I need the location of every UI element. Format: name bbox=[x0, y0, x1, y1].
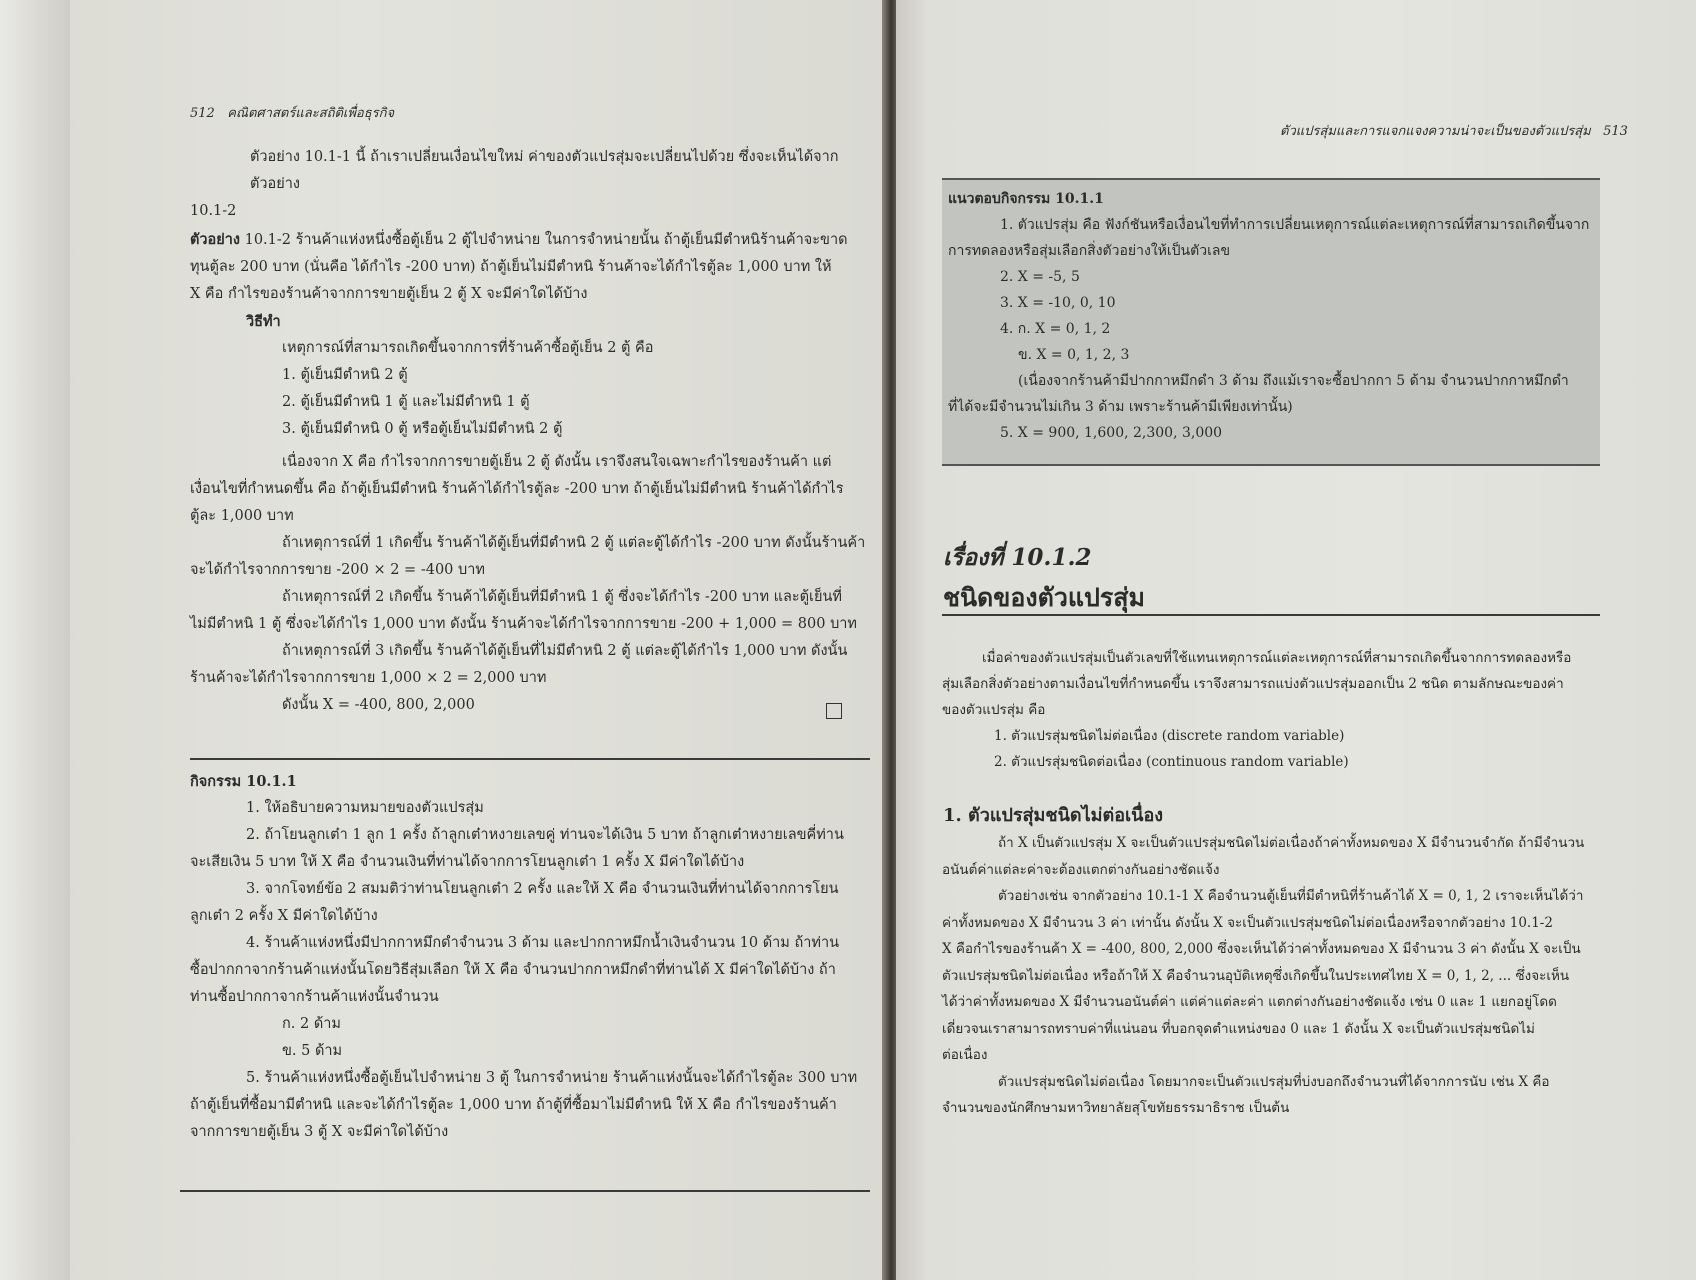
text-line: เดี่ยวจนเราสามารถทราบค่าที่แน่นอน ที่บอกจุดตำแหน่งของ 0 และ 1 ดังนั้น X จะเป็นตัวแปรสุ่มชนิดไม่ bbox=[942, 1020, 1535, 1037]
text-line: ที่ได้จะมีจำนวนไม่เกิน 3 ด้าม เพราะร้านค้ามีเพียงเท่านั้น) bbox=[948, 399, 1293, 415]
divider bbox=[180, 1190, 870, 1192]
end-of-example-box-icon bbox=[826, 703, 842, 719]
text-line: ไม่มีตำหนิ 1 ตู้ ซึ่งจะได้กำไร 1,000 บาท ดังนั้น ร้านค้าจะได้กำไรจากการขาย -200 + 1,000 = 800 บาท bbox=[190, 616, 857, 632]
answer-box-title: แนวตอบกิจกรรม 10.1.1 bbox=[948, 191, 1104, 207]
divider bbox=[190, 758, 870, 760]
text-line: เงื่อนไขที่กำหนดขึ้น คือ ถ้าตู้เย็นมีตำหนิ ร้านค้าได้กำไรตู้ละ -200 บาท ถ้าตู้เย็นไม่มีตำหนิ ร้านค้าได้กำไร bbox=[190, 481, 844, 497]
text-line: เหตุการณ์ที่สามารถเกิดขึ้นจากการที่ร้านค้าซื้อตู้เย็น 2 ตู้ คือ bbox=[282, 340, 654, 356]
list-item: 4. ร้านค้าแห่งหนึ่งมีปากกาหมึกดำจำนวน 3 ด้าม และปากกาหมึกน้ำเงินจำนวน 10 ด้าม ถ้าท่าน bbox=[246, 935, 839, 951]
list-item: 3. จากโจทย์ข้อ 2 สมมติว่าท่านโยนลูกเต๋า 2 ครั้ง และให้ X คือ จำนวนเงินที่ท่านได้จากการโยน bbox=[246, 881, 839, 897]
text-line: X คือกำไรของร้านค้า X = -400, 800, 2,000 ซึ่งจะเห็นได้ว่าค่าทั้งหมดของ X มีจำนวน 3 ค่า ดังนั้น X จะเป็น bbox=[942, 941, 1581, 957]
text-line: ถ้า X เป็นตัวแปรสุ่ม X จะเป็นตัวแปรสุ่มชนิดไม่ต่อเนื่องถ้าค่าทั้งหมดของ X มีจำนวนจำกัด ถ้ามีจำนวน bbox=[998, 835, 1585, 851]
list-item: ข. 5 ด้าม bbox=[282, 1043, 343, 1059]
text-line: ถ้าเหตุการณ์ที่ 3 เกิดขึ้น ร้านค้าได้ตู้เย็นที่ไม่มีตำหนิ 2 ตู้ แต่ละตู้ได้กำไร 1,000 บาท ดังนั้น bbox=[282, 643, 848, 659]
example-label: ตัวอย่าง bbox=[190, 231, 240, 248]
list-item: 2. ตัวแปรสุ่มชนิดต่อเนื่อง (continuous random variable) bbox=[994, 754, 1349, 770]
text-line: จะเสียเงิน 5 บาท ให้ X คือ จำนวนเงินที่ท่านได้จากการโยนลูกเต๋า 1 ครั้ง X มีค่าใดได้บ้าง bbox=[190, 854, 745, 870]
text-line: ตัวแปรสุ่มชนิดไม่ต่อเนื่อง หรือถ้าให้ X คือจำนวนอุบัติเหตุซึ่งเกิดขึ้นในประเทศไทย X = 0, 1, 2, ... ซึ่งจะเห็น bbox=[942, 967, 1570, 984]
text-line: ต่อเนื่อง bbox=[942, 1047, 988, 1063]
text-line: จำนวนของนักศึกษามหาวิทยาลัยสุโขทัยธรรมาธิราช เป็นต้น bbox=[942, 1100, 1290, 1116]
subsection-title: 1. ตัวแปรสุ่มชนิดไม่ต่อเนื่อง bbox=[943, 805, 1164, 826]
text-line: (เนื่องจากร้านค้ามีปากกาหมึกดำ 3 ด้าม ถึงแม้เราจะซื้อปากกา 5 ด้าม จำนวนปากกาหมึกดำ bbox=[1018, 373, 1569, 389]
page-number: 512 bbox=[190, 106, 215, 121]
text-line: ดังนั้น X = -400, 800, 2,000 bbox=[282, 697, 475, 713]
text-line: 10.1-2 ร้านค้าแห่งหนึ่งซื้อตู้เย็น 2 ตู้ไปจำหน่าย ในการจำหน่ายนั้น ถ้าตู้เย็นมีตำหนิร้านค้าจะขาด bbox=[240, 232, 848, 248]
intro-paragraph bbox=[190, 144, 880, 225]
text-line: ตัวแปรสุ่มชนิดไม่ต่อเนื่อง โดยมากจะเป็นตัวแปรสุ่มที่บ่งบอกถึงจำนวนที่ได้จากการนับ เช่น X คือ bbox=[998, 1073, 1550, 1090]
section-intro bbox=[942, 645, 1602, 775]
text-line: ท่านซื้อปากกาจากร้านค้าแห่งนั้นจำนวน bbox=[190, 989, 439, 1005]
text-line: ร้านค้าจะได้กำไรจากการขาย 1,000 × 2 = 2,000 บาท bbox=[190, 670, 547, 686]
list-item: 1. ตู้เย็นมีตำหนิ 2 ตู้ bbox=[282, 367, 408, 383]
text-line: ถ้าตู้เย็นที่ซื้อมามีตำหนิ และจะได้กำไรตู้ละ 1,000 บาท ถ้าตู้ที่ซื้อมาไม่มีตำหนิ ให้ X คือ กำไรของร้านค้า bbox=[190, 1097, 837, 1113]
text-line: X คือ กำไรของร้านค้าจากการขายตู้เย็น 2 ตู้ X จะมีค่าใดได้บ้าง bbox=[190, 286, 588, 302]
list-item: 4. ก. X = 0, 1, 2 bbox=[1000, 321, 1111, 337]
section-title: ชนิดของตัวแปรสุ่ม bbox=[943, 583, 1146, 612]
list-item: 5. X = 900, 1,600, 2,300, 3,000 bbox=[1000, 425, 1223, 441]
text-line: เนื่องจาก X คือ กำไรจากการขายตู้เย็น 2 ตู้ ดังนั้น เราจึงสนใจเฉพาะกำไรของร้านค้า แต่ bbox=[282, 454, 832, 470]
text-line: ตู้ละ 1,000 บาท bbox=[190, 508, 294, 524]
left-header bbox=[190, 100, 394, 127]
list-item: ก. 2 ด้าม bbox=[282, 1016, 341, 1032]
text-line: 10.1-2 bbox=[190, 203, 237, 219]
text-line: ซื้อปากกาจากร้านค้าแห่งนั้นโดยวิธีสุ่มเลือก ให้ X คือ จำนวนปากกาหมึกดำที่ท่านได้ X มีค่าใดได้บ้าง ถ้า bbox=[190, 962, 836, 978]
text-line: จะได้กำไรจากการขาย -200 × 2 = -400 บาท bbox=[190, 562, 485, 578]
running-title: คณิตศาสตร์และสถิติเพื่อธุรกิจ bbox=[227, 106, 395, 121]
activity-title: กิจกรรม 10.1.1 bbox=[190, 773, 297, 790]
list-item: 2. ตู้เย็นมีตำหนิ 1 ตู้ และไม่มีตำหนิ 1 ตู้ bbox=[282, 394, 530, 410]
text-line: ของตัวแปรสุ่ม คือ bbox=[942, 702, 1046, 718]
activity-10-1-1 bbox=[190, 768, 880, 1146]
text-line: ถ้าเหตุการณ์ที่ 2 เกิดขึ้น ร้านค้าได้ตู้เย็นที่มีตำหนิ 1 ตู้ ซึ่งจะได้กำไร -200 บาท และตู้เย็นที่ bbox=[282, 589, 842, 605]
list-item: 3. ตู้เย็นมีตำหนิ 0 ตู้ หรือตู้เย็นไม่มีตำหนิ 2 ตู้ bbox=[282, 421, 563, 437]
subsection-body bbox=[942, 830, 1602, 1122]
list-item: 5. ร้านค้าแห่งหนึ่งซื้อตู้เย็นไปจำหน่าย 3 ตู้ ในการจำหน่าย ร้านค้าแห่งนั้นจะได้กำไรตู้ละ 300 บาท bbox=[246, 1070, 858, 1086]
running-title: ตัวแปรสุ่มและการแจกแจงความน่าจะเป็นของตัวแปรสุ่ม bbox=[1280, 124, 1591, 139]
text-line: ถ้าเหตุการณ์ที่ 1 เกิดขึ้น ร้านค้าได้ตู้เย็นที่มีตำหนิ 2 ตู้ แต่ละตู้ได้กำไร -200 บาท ดังนั้นร้านค้า bbox=[282, 535, 866, 551]
text-line: ตัวอย่างเช่น จากตัวอย่าง 10.1-1 X คือจำนวนตู้เย็นที่มีตำหนิที่ร้านค้าได้ X = 0, 1, 2 เราจะเห็นได้ว่า bbox=[998, 888, 1584, 904]
text-line: เมื่อค่าของตัวแปรสุ่มเป็นตัวเลขที่ใช้แทนเหตุการณ์แต่ละเหตุการณ์ที่สามารถเกิดขึ้นจากการทดลองหรือ bbox=[982, 650, 1572, 666]
text-line: ค่าทั้งหมดของ X มีจำนวน 3 ค่า เท่านั้น ดังนั้น X จะเป็นตัวแปรสุ่มชนิดไม่ต่อเนื่องหรือจากตัวอย่าง 10.1-2 bbox=[942, 914, 1553, 931]
list-item: 2. ถ้าโยนลูกเต๋า 1 ลูก 1 ครั้ง ถ้าลูกเต๋าหงายเลขคู่ ท่านจะได้เงิน 5 บาท ถ้าลูกเต๋าหงายเลขคี่ท่าน bbox=[246, 827, 844, 843]
text-line: สุ่มเลือกสิ่งตัวอย่างตามเงื่อนไขที่กำหนดขึ้น เราจึงสามารถแบ่งตัวแปรสุ่มออกเป็น 2 ชนิด ตามลักษณะของค่า bbox=[942, 676, 1564, 692]
text-line: ได้ว่าค่าทั้งหมดของ X มีจำนวนอนันต์ค่า แต่ค่าแต่ละค่า แตกต่างกันอย่างชัดแจ้ง เช่น 0 และ 1 แยกอยู่โดด bbox=[942, 994, 1557, 1010]
section-number: เรื่องที่ 10.1.2 bbox=[943, 544, 1092, 571]
text-line: อนันต์ค่าแต่ละค่าจะต้องแตกต่างกันอย่างชัดแจ้ง bbox=[942, 861, 1220, 878]
list-item: 1. ตัวแปรสุ่ม คือ ฟังก์ชันหรือเงื่อนไขที่ทำการเปลี่ยนเหตุการณ์แต่ละเหตุการณ์ที่สามารถเกิดขึ้นจาก bbox=[1000, 217, 1590, 233]
page-edge bbox=[0, 0, 70, 1280]
page-number: 513 bbox=[1603, 124, 1628, 139]
text-line: ทุนตู้ละ 200 บาท (นั่นคือ ได้กำไร -200 บาท) ถ้าตู้เย็นไม่มีตำหนิ ร้านค้าจะได้กำไรตู้ละ 1,000 บาท ให้ bbox=[190, 259, 832, 275]
text-line: จากการขายตู้เย็น 3 ตู้ X จะมีค่าใดได้บ้าง bbox=[190, 1124, 449, 1140]
list-item: 3. X = -10, 0, 10 bbox=[1000, 295, 1116, 311]
list-item: 2. X = -5, 5 bbox=[1000, 269, 1080, 285]
list-item: 1. ให้อธิบายความหมายของตัวแปรสุ่ม bbox=[246, 800, 484, 816]
divider bbox=[942, 614, 1600, 616]
text-line: ตัวอย่าง 10.1-1 นี้ ถ้าเราเปลี่ยนเงื่อนไขใหม่ ค่าของตัวแปรสุ่มจะเปลี่ยนไปด้วย ซึ่งจะเห็นได้จากตัวอย่าง bbox=[250, 149, 839, 192]
example-10-1-2 bbox=[190, 226, 880, 719]
list-item: ข. X = 0, 1, 2, 3 bbox=[1018, 347, 1130, 363]
method-label: วิธีทำ bbox=[246, 313, 281, 330]
text-line: การทดลองหรือสุ่มเลือกสิ่งตัวอย่างให้เป็นตัวเลข bbox=[948, 243, 1231, 259]
list-item: 1. ตัวแปรสุ่มชนิดไม่ต่อเนื่อง (discrete random variable) bbox=[994, 728, 1345, 744]
right-header bbox=[1280, 118, 1628, 145]
answer-box bbox=[942, 178, 1600, 466]
text-line: ลูกเต๋า 2 ครั้ง X มีค่าใดได้บ้าง bbox=[190, 908, 378, 924]
